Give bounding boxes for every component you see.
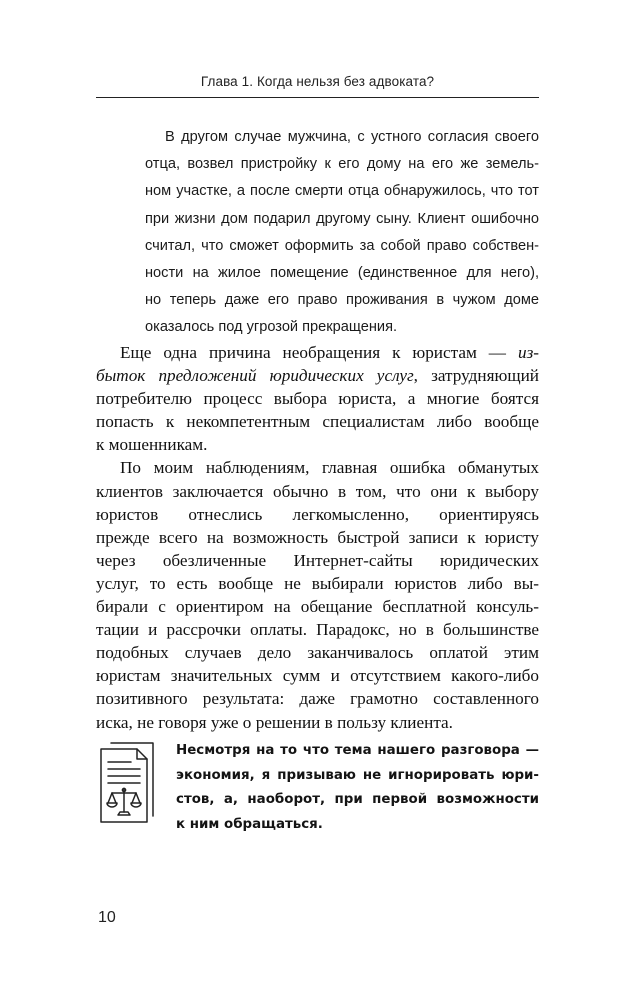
callout-text (176, 739, 539, 837)
case-example-line: но теперь даже его право проживания в чужом доме (145, 292, 539, 309)
legal-document-scales-icon (98, 740, 164, 826)
body-line: По моим наблюдениям, главная ошибка обманутых (120, 458, 539, 478)
body-line: потребителю процесс выбора юриста, а многие боятся (96, 389, 539, 409)
emphasis-text: из- (517, 343, 539, 362)
body-line: подобных случаев дело заканчивалось оплатой этим (96, 643, 539, 663)
body-line: прежде всего на возможность быстрой записи к юристу (96, 527, 539, 547)
case-example-line: при жизни дом подарил другому сыну. Клиент ошибочно (145, 210, 539, 227)
body-line: юристов отнеслись легкомысленно, ориентируясь (96, 504, 539, 524)
callout-line: к ним обращаться. (176, 816, 323, 832)
body-line: к мошенникам. (96, 435, 208, 455)
emphasis-text: быток предложений юридических услуг (96, 366, 414, 386)
body-line: попасть к некомпетентным специалистам либо вообще (96, 412, 539, 432)
case-example-line: считал, что сможет оформить за собой право собствен- (145, 237, 539, 254)
body-line: юристам значительных сумм и отсутствием какого-либо (96, 666, 539, 686)
body-line: позитивного результата: даже грамотно составленного (96, 689, 539, 709)
body-line: тации и рассрочки оплаты. Парадокс, но в большинстве (96, 620, 539, 640)
case-example-line: В другом случае мужчина, с устного согласия своего (165, 129, 539, 145)
case-example-block (145, 124, 539, 342)
callout-line: стов, а, наоборот, при первой возможности (176, 792, 539, 808)
case-example-line: оказалось под угрозой прекращения. (145, 319, 398, 336)
body-line: услуг, то есть вообще не выбирали юристов либо вы- (96, 573, 539, 593)
case-example-line: отца, возвел пристройку к его дому на его же земель- (145, 156, 539, 173)
running-header: Глава 1. Когда нельзя без адвоката? (200, 74, 435, 89)
page-number: 10 (98, 909, 116, 926)
body-line: через обезличенные Интернет-сайты юридических (96, 550, 539, 570)
body-text-run: Еще одна причина необращения к юристам — (120, 343, 518, 362)
body-line: бирали с ориентиром на обещание бесплатной консуль- (96, 597, 539, 617)
body-line (96, 341, 539, 364)
body-line: иска, не говоря уже о решении в пользу клиента. (96, 712, 453, 732)
case-example-line: ном участке, а после смерти отца обнаружилось, что тот (145, 183, 539, 200)
body-line: клиентов заключается обычно в том, что они к выбору (96, 481, 539, 501)
callout-line: Несмотря на то что тема нашего разговора — (176, 743, 539, 758)
main-body-text (96, 341, 539, 734)
callout-line: экономия, я призываю не игнорировать юри- (176, 767, 539, 783)
body-text-run: , затрудняющий (413, 366, 539, 386)
case-example-line: ности на жилое помещение (единственное для него), (145, 265, 539, 282)
header-divider (96, 97, 539, 98)
body-line (96, 364, 539, 387)
